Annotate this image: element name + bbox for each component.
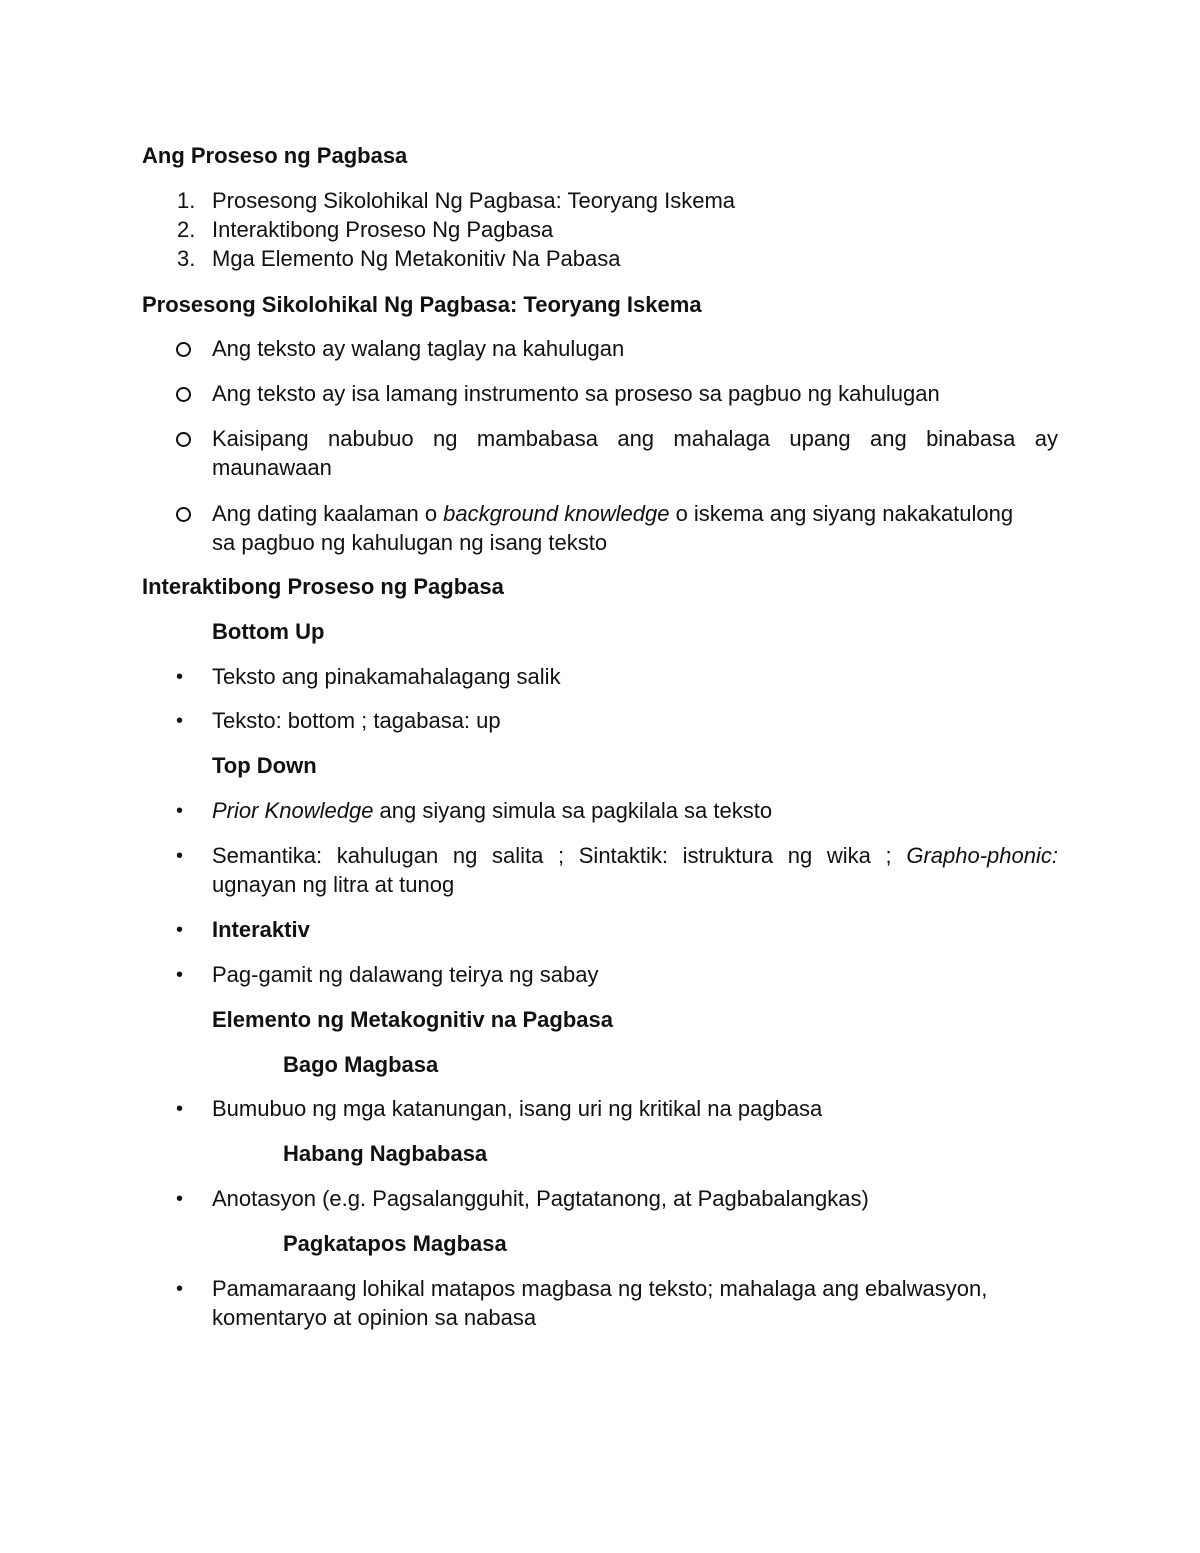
bullet-text: maunawaan <box>212 455 332 480</box>
circle-bullet-icon <box>176 342 191 357</box>
bullet-text: Anotasyon (e.g. Pagsalangguhit, Pagtatanong, at Pagbabalangkas) <box>212 1186 869 1211</box>
item-text: Prosesong Sikolohikal Ng Pagbasa: Teoryang Iskema <box>212 188 736 213</box>
subheading-pagkatapos: Pagkatapos Magbasa <box>283 1231 507 1256</box>
bullet-text <box>212 500 1013 528</box>
bullet-text: Teksto: bottom ; tagabasa: up <box>212 708 501 733</box>
document-title: Ang Proseso ng Pagbasa <box>142 143 408 168</box>
item-text: Mga Elemento Ng Metakonitiv Na Pabasa <box>212 246 621 271</box>
bullet-text: Pamamaraang lohikal matapos magbasa ng teksto; mahalaga ang ebalwasyon, <box>212 1276 988 1301</box>
circle-bullet-icon <box>176 432 191 447</box>
bullet-text: ugnayan ng litra at tunog <box>212 872 455 897</box>
bullet-icon: • <box>176 845 184 867</box>
bullet-icon: • <box>176 964 184 986</box>
italic-term: Grapho-phonic: <box>906 843 1058 868</box>
circle-bullet-icon <box>176 387 191 402</box>
text-run: o iskema ang siyang nakakatulong <box>669 501 1014 526</box>
bullet-text: Bumubuo ng mga katanungan, isang uri ng kritikal na pagbasa <box>212 1096 823 1121</box>
text-run: ang siyang simula sa pagkilala sa teksto <box>373 798 773 823</box>
bullet-text: Kaisipang nabubuo ng mambabasa ang mahalaga upang ang binabasa ay <box>212 426 1058 451</box>
bullet-text: komentaryo at opinion sa nabasa <box>212 1305 537 1330</box>
section-heading: Interaktibong Proseso ng Pagbasa <box>142 574 504 599</box>
section-heading: Prosesong Sikolohikal Ng Pagbasa: Teoryang Iskema <box>142 292 702 317</box>
bullet-text-bold: Interaktiv <box>212 917 310 942</box>
bullet-icon: • <box>176 1188 184 1210</box>
bullet-text: Ang teksto ay isa lamang instrumento sa proseso sa pagbuo ng kahulugan <box>212 381 940 406</box>
bullet-text <box>212 797 772 825</box>
bullet-icon: • <box>176 800 184 822</box>
bullet-text: Ang teksto ay walang taglay na kahulugan <box>212 336 625 361</box>
bullet-icon: • <box>176 1098 184 1120</box>
bullet-text: sa pagbuo ng kahulugan ng isang teksto <box>212 530 608 555</box>
bullet-icon: • <box>176 1278 184 1300</box>
bullet-icon: • <box>176 666 184 688</box>
section-heading: Elemento ng Metakognitiv na Pagbasa <box>212 1007 613 1032</box>
bullet-icon: • <box>176 710 184 732</box>
subheading-bago: Bago Magbasa <box>283 1052 439 1077</box>
circle-bullet-icon <box>176 507 191 522</box>
italic-term: Prior Knowledge <box>212 798 374 823</box>
text-run: Ang dating kaalaman o <box>212 501 444 526</box>
item-number: 2. <box>177 217 196 242</box>
item-number: 3. <box>177 246 196 271</box>
bullet-text: Teksto ang pinakamahalagang salik <box>212 664 561 689</box>
item-text: Interaktibong Proseso Ng Pagbasa <box>212 217 554 242</box>
subheading-top-down: Top Down <box>212 753 317 778</box>
subheading-habang: Habang Nagbabasa <box>283 1141 488 1166</box>
bullet-text: Pag-gamit ng dalawang teirya ng sabay <box>212 962 599 987</box>
bullet-text <box>212 842 1058 870</box>
text-run: Semantika: kahulugan ng salita ; Sintaktik: istruktura ng wika ; <box>212 843 892 868</box>
item-number: 1. <box>177 188 196 213</box>
subheading-bottom-up: Bottom Up <box>212 619 325 644</box>
italic-term: background knowledge <box>443 501 670 526</box>
bullet-icon: • <box>176 919 184 941</box>
